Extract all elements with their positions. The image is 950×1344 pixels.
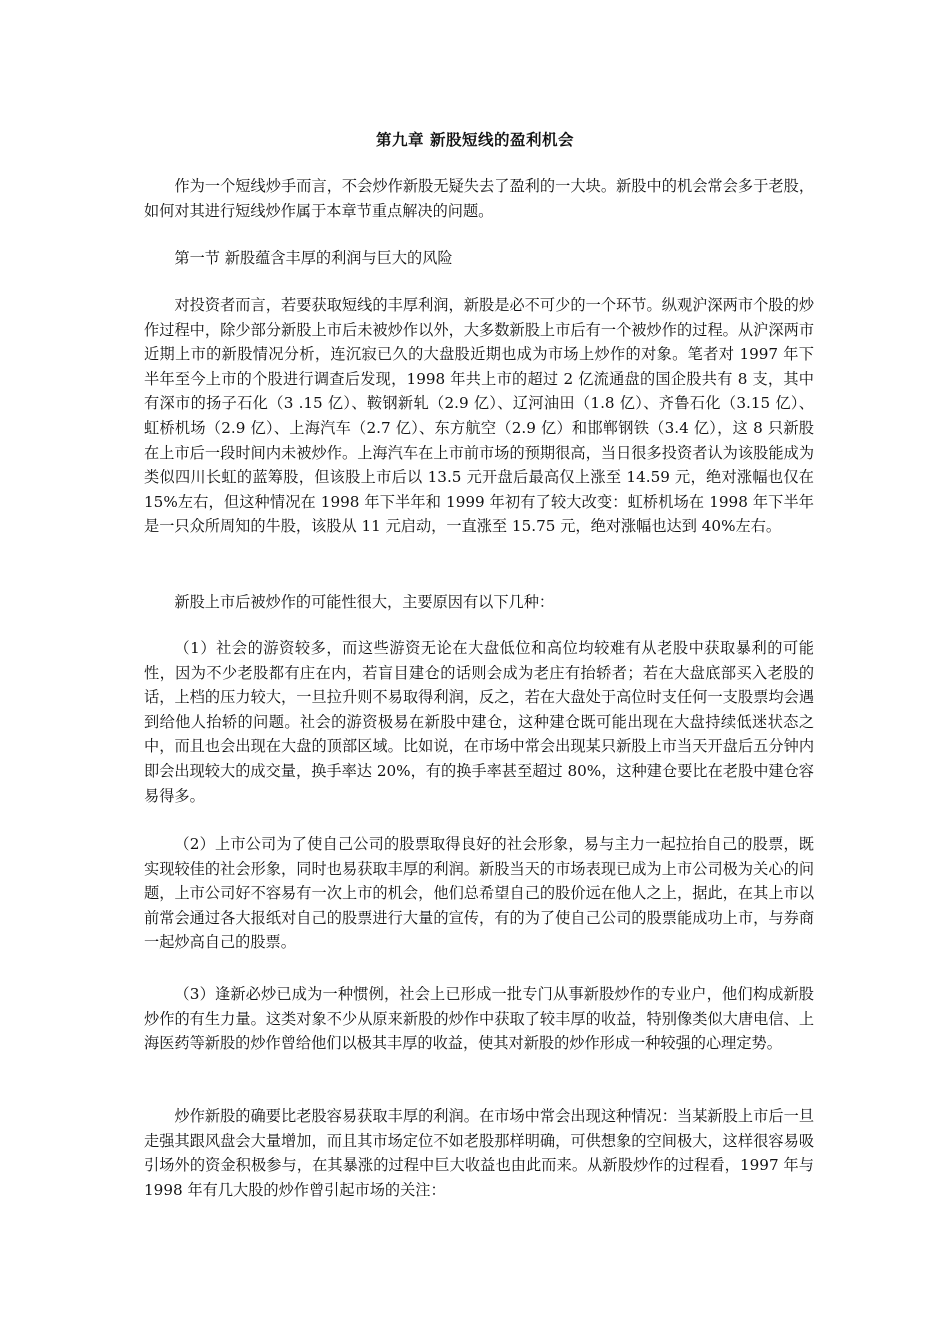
body-paragraph: 对投资者而言，若要获取短线的丰厚利润，新股是必不可少的一个环节。纵观沪深两市个股的炒作过程中，除少部分新股上市后未被炒作以外，大多数新股上市后有一个被炒作的过程。从沪深两市近期上市的新股情况分析，连沉寂已久的大盘股近期也成为市场上炒作的对象。笔者对 1997 年下半年至今上市的个股进行调查后发现，1998 年共上市的超过 2 亿流通盘的国企股共有 8 支，其中有深市的扬子石化（3 .15 亿）、鞍钢新轧（2.9 亿）、辽河油田（1.8 亿）、齐鲁石化（3.15 亿）、虹桥机场（2.9 亿）、上海汽车（2.7 亿）、东方航空（2.9 亿）和邯郸钢铁（3.4 亿），这 8 只新股在上市后一段时间内未被炒作。上海汽车在上市前市场的预期很高，当日很多投资者认为该股能成为类似四川长虹的蓝筹股，但该股上市后以 13.5 元开盘后最高仅上涨至 14.59 元，绝对涨幅也仅在 15%左右，但这种情况在 1998 年下半年和 1999 年初有了较大改变：虹桥机场在 1998 年下半年是一只众所周知的牛股，该股从 11 元启动，一直涨至 15.75 元，绝对涨幅也达到 40%左右。 <box>144 296 814 536</box>
body-paragraph: 新股上市后被炒作的可能性很大，主要原因有以下几种： <box>174 593 555 611</box>
chapter-title: 第九章 新股短线的盈利机会 <box>376 131 574 149</box>
reason-paragraph-3: （3）逢新必炒已成为一种惯例，社会上已形成一批专门从事新股炒作的专业户，他们构成新股炒作的有生力量。这类对象不少从原来新股的炒作中获取了较丰厚的收益，特别像类似大唐电信、上海医药等新股的炒作曾给他们以极其丰厚的收益，使其对新股的炒作形成一种较强的心理定势。 <box>144 985 814 1053</box>
intro-paragraph: 作为一个短线炒手而言，不会炒作新股无疑失去了盈利的一大块。新股中的机会常会多于老股，如何对其进行短线炒作属于本章节重点解决的问题。 <box>144 177 814 220</box>
reason-paragraph-2: （2）上市公司为了使自己公司的股票取得良好的社会形象，易与主力一起拉抬自己的股票，既实现较佳的社会形象，同时也易获取丰厚的利润。新股当天的市场表现已成为上市公司极为关心的问题，上市公司好不容易有一次上市的机会，他们总希望自己的股价远在他人之上，据此，在其上市以前常会通过各大报纸对自己的股票进行大量的宣传，有的为了使自己公司的股票能成功上市，与券商一起炒高自己的股票。 <box>144 835 814 952</box>
section-heading: 第一节 新股蕴含丰厚的利润与巨大的风险 <box>174 249 453 267</box>
reason-paragraph-1: （1）社会的游资较多，而这些游资无论在大盘低位和高位均较难有从老股中获取暴利的可能性，因为不少老股都有庄在内，若盲目建仓的话则会成为老庄有抬轿者；若在大盘底部买入老股的话，上档的压力较大，一旦拉升则不易取得利润，反之，若在大盘处于高位时支任何一支股票均会遇到给他人抬轿的问题。社会的游资极易在新股中建仓，这种建仓既可能出现在大盘持续低迷状态之中，而且也会出现在大盘的顶部区域。比如说，在市场中常会出现某只新股上市当天开盘后五分钟内即会出现较大的成交量，换手率达 20%，有的换手率甚至超过 80%，这种建仓要比在老股中建仓容易得多。 <box>144 639 814 805</box>
closing-paragraph: 炒作新股的确要比老股容易获取丰厚的利润。在市场中常会出现这种情况：当某新股上市后一旦走强其跟风盘会大量增加，而且其市场定位不如老股那样明确，可供想象的空间极大，这样很容易吸引场外的资金积极参与，在其暴涨的过程中巨大收益也由此而来。从新股炒作的过程看，1997 年与 1998 年有几大股的炒作曾引起市场的关注： <box>144 1107 814 1199</box>
